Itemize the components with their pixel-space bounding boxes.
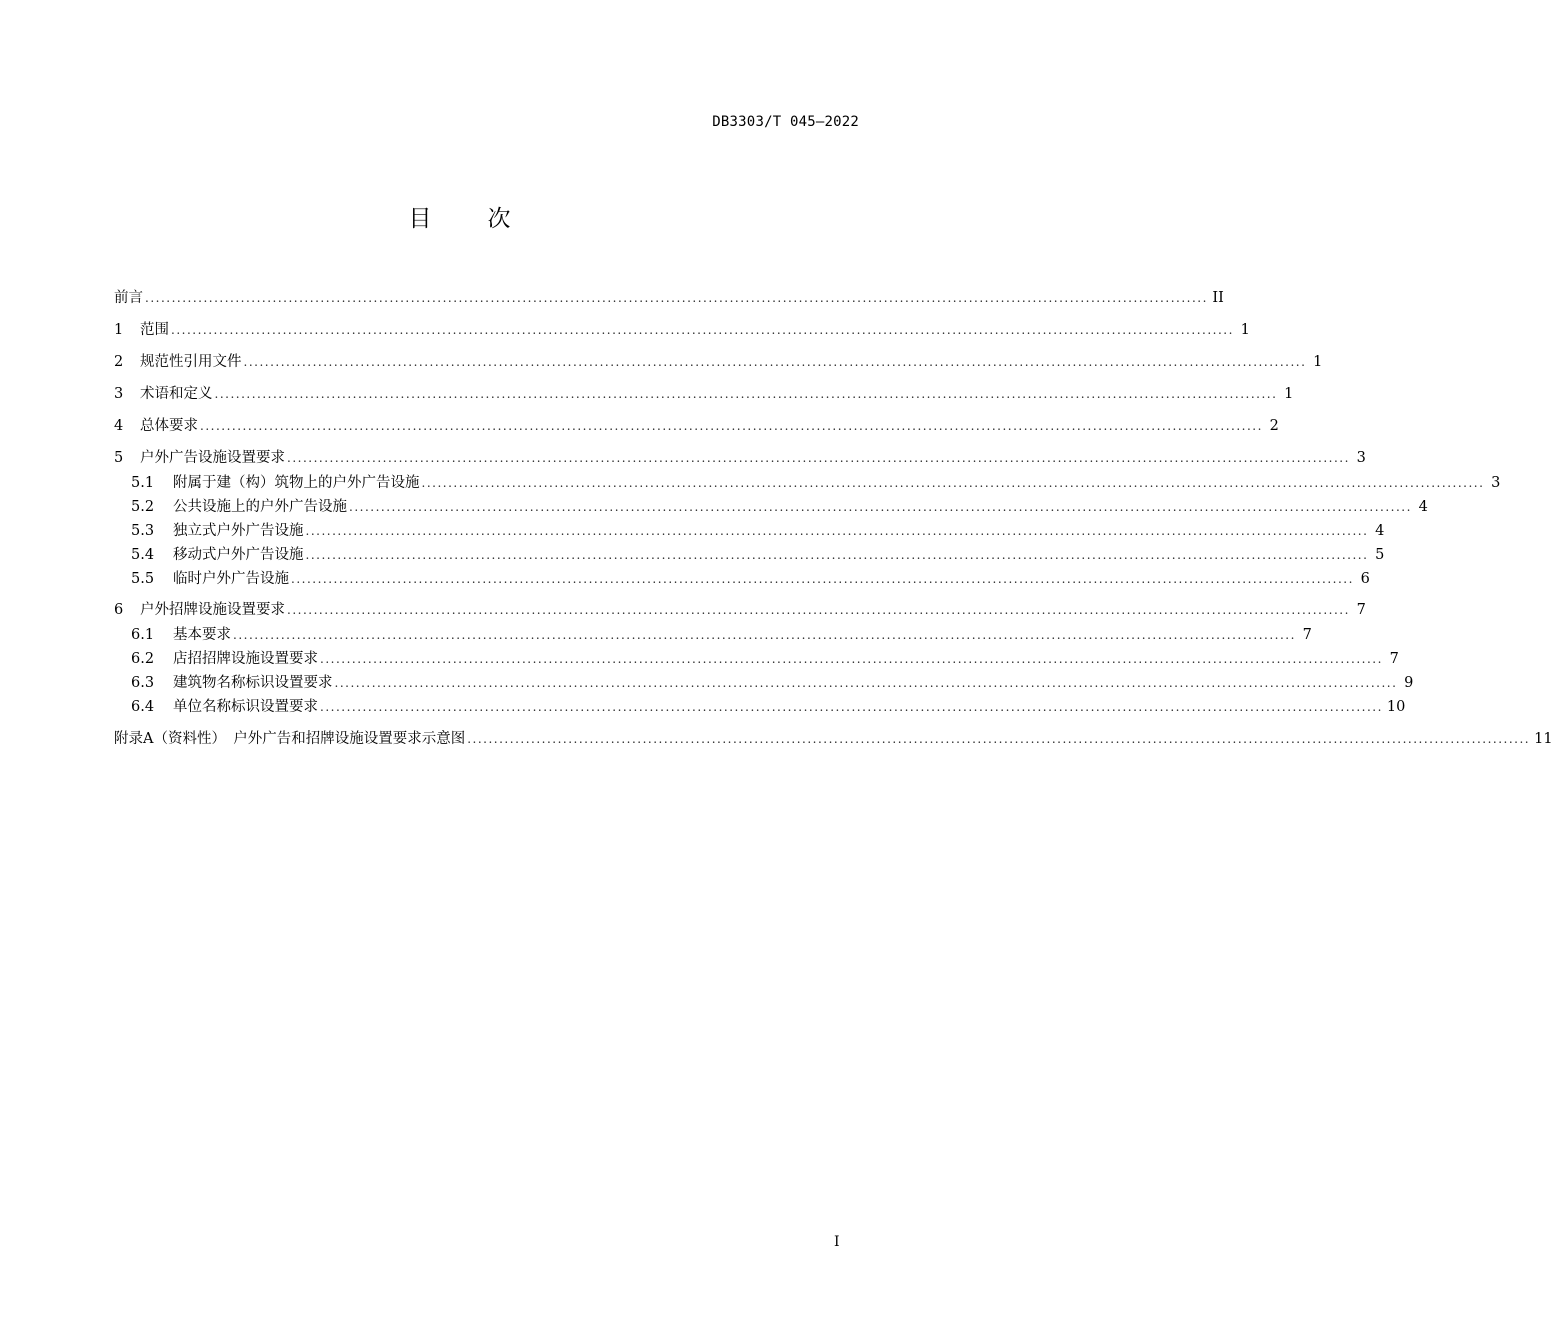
toc-entry[interactable] [131, 695, 1406, 719]
dot-leader: ........................................................................................................................................................................................................ [145, 291, 1208, 305]
toc-entry-page: 3 [1356, 450, 1366, 466]
toc-entry-page: 2 [1269, 418, 1279, 434]
dot-leader: ........................................................................................................................................................................................................ [305, 548, 1369, 562]
toc-entry-page: 7 [1302, 627, 1312, 643]
toc-entry-page: 3 [1491, 475, 1501, 491]
toc-entry[interactable] [131, 495, 1428, 519]
toc-entry-title: 临时户外广告设施 [173, 571, 289, 587]
dot-leader: ........................................................................................................................................................................................................ [291, 572, 1354, 586]
toc-entry-title: 总体要求 [140, 418, 198, 434]
toc-entry-number: 6 [114, 602, 124, 618]
toc-entry-page: 1 [1313, 354, 1323, 370]
dot-leader: ........................................................................................................................................................................................................ [467, 732, 1531, 746]
toc-entry-page: 5 [1375, 547, 1385, 563]
toc-entry-title: 户外招牌设施设置要求 [140, 602, 285, 618]
dot-leader: ........................................................................................................................................................................................................ [421, 476, 1485, 490]
toc-entry[interactable] [114, 318, 1250, 342]
toc-entry-title: 单位名称标识设置要求 [173, 699, 318, 715]
toc-entry-number: 5 [114, 450, 124, 466]
toc-entry-page: 6 [1360, 571, 1370, 587]
toc-entry-page: 7 [1356, 602, 1366, 618]
dot-leader: ........................................................................................................................................................................................................ [320, 700, 1383, 714]
toc-entry-title: 规范性引用文件 [140, 354, 242, 370]
toc-entry[interactable] [131, 519, 1385, 543]
dot-leader: ........................................................................................................................................................................................................ [233, 628, 1296, 642]
toc-entry-title: 附录A（资料性） 户外广告和招牌设施设置要求示意图 [114, 731, 466, 747]
toc-entry-number: 5.5 [131, 571, 155, 587]
toc-entry-title: 范围 [140, 322, 169, 338]
toc-entry-number: 6.2 [131, 651, 155, 667]
dot-leader: ........................................................................................................................................................................................................ [349, 500, 1412, 514]
toc-entry-number: 4 [114, 418, 124, 434]
dot-leader: ........................................................................................................................................................................................................ [243, 355, 1307, 369]
toc-entry-number: 5.4 [131, 547, 155, 563]
toc-entry[interactable] [114, 350, 1323, 374]
toc-entry-number: 3 [114, 386, 124, 402]
dot-leader: ........................................................................................................................................................................................................ [171, 323, 1234, 337]
toc-entry-number: 1 [114, 322, 124, 338]
toc-entry-page: 1 [1240, 322, 1250, 338]
dot-leader: ........................................................................................................................................................................................................ [200, 419, 1263, 433]
dot-leader: ........................................................................................................................................................................................................ [334, 676, 1398, 690]
page-title: 目次 [408, 206, 567, 232]
toc-entry-title: 前言 [114, 290, 143, 306]
document-code: DB3303/T 045—2022 [712, 114, 859, 130]
toc-entry-number: 5.3 [131, 523, 155, 539]
toc-entry-page: 11 [1534, 731, 1553, 747]
toc-entry[interactable] [131, 671, 1414, 695]
dot-leader: ........................................................................................................................................................................................................ [214, 387, 1278, 401]
toc-entry-title: 基本要求 [173, 627, 231, 643]
dot-leader: ........................................................................................................................................................................................................ [287, 451, 1350, 465]
toc-entry[interactable] [114, 727, 1553, 751]
dot-leader: ........................................................................................................................................................................................................ [287, 603, 1350, 617]
toc-entry[interactable] [131, 623, 1312, 647]
toc-entry[interactable] [114, 382, 1294, 406]
toc-entry-number: 5.1 [131, 475, 155, 491]
toc-entry-number: 6.1 [131, 627, 155, 643]
toc-entry-title: 建筑物名称标识设置要求 [173, 675, 333, 691]
toc-entry-title: 独立式户外广告设施 [173, 523, 304, 539]
toc-entry-title: 户外广告设施设置要求 [140, 450, 285, 466]
toc-entry-number: 2 [114, 354, 124, 370]
toc-entry-page: 10 [1386, 699, 1406, 715]
toc-entry-title: 术语和定义 [140, 386, 213, 402]
toc-entry-title: 附属于建（构）筑物上的户外广告设施 [173, 475, 420, 491]
toc-entry[interactable] [114, 286, 1224, 310]
toc-entry-title: 公共设施上的户外广告设施 [173, 499, 347, 515]
toc-entry[interactable] [114, 598, 1366, 622]
toc-entry[interactable] [131, 471, 1501, 495]
toc-entry-page: 9 [1404, 675, 1414, 691]
dot-leader: ........................................................................................................................................................................................................ [320, 652, 1383, 666]
toc-entry-title: 店招招牌设施设置要求 [173, 651, 318, 667]
page-number: I [834, 1234, 840, 1250]
toc-entry-page: 7 [1389, 651, 1399, 667]
toc-entry[interactable] [114, 446, 1366, 470]
toc-entry[interactable] [114, 414, 1279, 438]
toc-entry-number: 6.3 [131, 675, 155, 691]
toc-entry-page: 1 [1284, 386, 1294, 402]
toc-entry-page: 4 [1418, 499, 1428, 515]
toc-entry-page: II [1212, 290, 1224, 306]
toc-entry-title: 移动式户外广告设施 [173, 547, 304, 563]
toc-entry[interactable] [131, 647, 1399, 671]
toc-entry-number: 6.4 [131, 699, 155, 715]
toc-entry-number: 5.2 [131, 499, 155, 515]
toc-entry[interactable] [131, 567, 1370, 591]
toc-entry-page: 4 [1375, 523, 1385, 539]
toc-entry[interactable] [131, 543, 1385, 567]
dot-leader: ........................................................................................................................................................................................................ [305, 524, 1369, 538]
